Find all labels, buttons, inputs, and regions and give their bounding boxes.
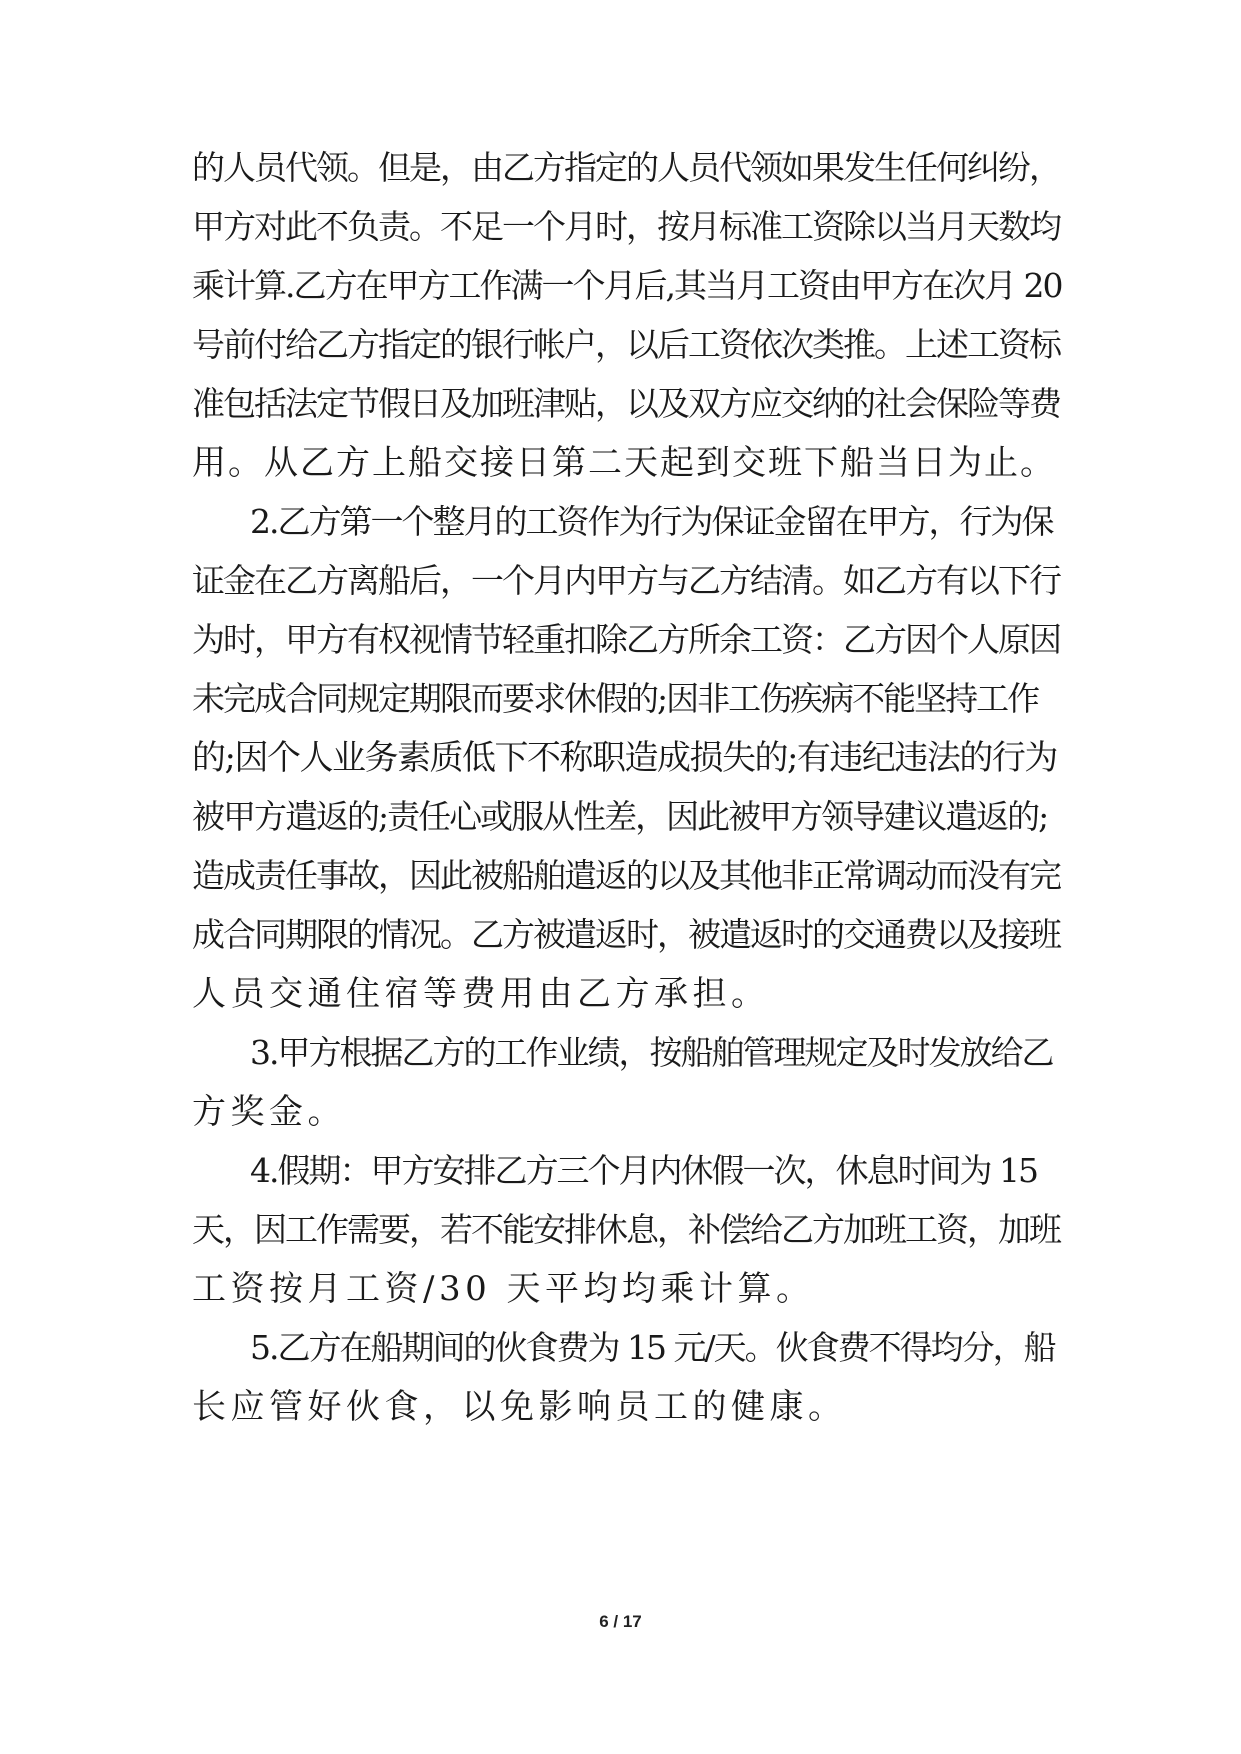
text-line: 的人员代领。但是，由乙方指定的人员代领如果发生任何纠纷， <box>192 148 1060 187</box>
text-line: 方奖金。 <box>192 1092 346 1132</box>
text-line: 未完成合同规定期限而要求休假的;因非工伤疾病不能坚持工作 <box>192 679 1039 718</box>
text-line: 的;因个人业务素质低下不称职造成损失的;有违纪违法的行为 <box>192 738 1057 778</box>
text-line: 成合同期限的情况。乙方被遣返时，被遣返时的交通费以及接班 <box>192 915 1060 954</box>
text-line: 5.乙方在船期间的伙食费为 15 元/天。伙食费不得均分，船 <box>250 1328 1055 1367</box>
text-line: 2.乙方第一个整月的工资作为行为保证金留在甲方，行为保 <box>250 502 1053 541</box>
text-line: 证金在乙方离船后，一个月内甲方与乙方结清。如乙方有以下行 <box>192 561 1060 600</box>
text-line: 工资按月工资/30 天平均均乘计算。 <box>192 1269 815 1309</box>
text-line: 长应管好伙食，以免影响员工的健康。 <box>192 1387 847 1427</box>
page-number: 6 / 17 <box>599 1612 642 1631</box>
text-line: 准包括法定节假日及加班津贴，以及双方应交纳的社会保险等费 <box>192 384 1060 423</box>
text-line: 4.假期：甲方安排乙方三个月内休假一次，休息时间为 15 <box>250 1151 1037 1190</box>
text-line: 乘计算.乙方在甲方工作满一个月后,其当月工资由甲方在次月 20 <box>192 266 1062 305</box>
text-line: 天，因工作需要，若不能安排休息，补偿给乙方加班工资，加班 <box>192 1210 1060 1249</box>
text-line: 造成责任事故，因此被船舶遣返的以及其他非正常调动而没有完 <box>192 856 1060 895</box>
text-line: 为时，甲方有权视情节轻重扣除乙方所余工资：乙方因个人原因 <box>192 620 1060 659</box>
text-line: 人员交通住宿等费用由乙方承担。 <box>192 974 770 1014</box>
text-line: 3.甲方根据乙方的工作业绩，按船舶管理规定及时发放给乙 <box>250 1033 1053 1072</box>
text-line: 被甲方遣返的;责任心或服从性差，因此被甲方领导建议遣返的; <box>192 797 1048 836</box>
text-line: 甲方对此不负责。不足一个月时，按月标准工资除以当月天数均 <box>192 207 1060 246</box>
text-line: 号前付给乙方指定的银行帐户，以后工资依次类推。上述工资标 <box>192 325 1060 364</box>
text-line: 用。从乙方上船交接日第二天起到交班下船当日为止。 <box>192 443 1056 483</box>
